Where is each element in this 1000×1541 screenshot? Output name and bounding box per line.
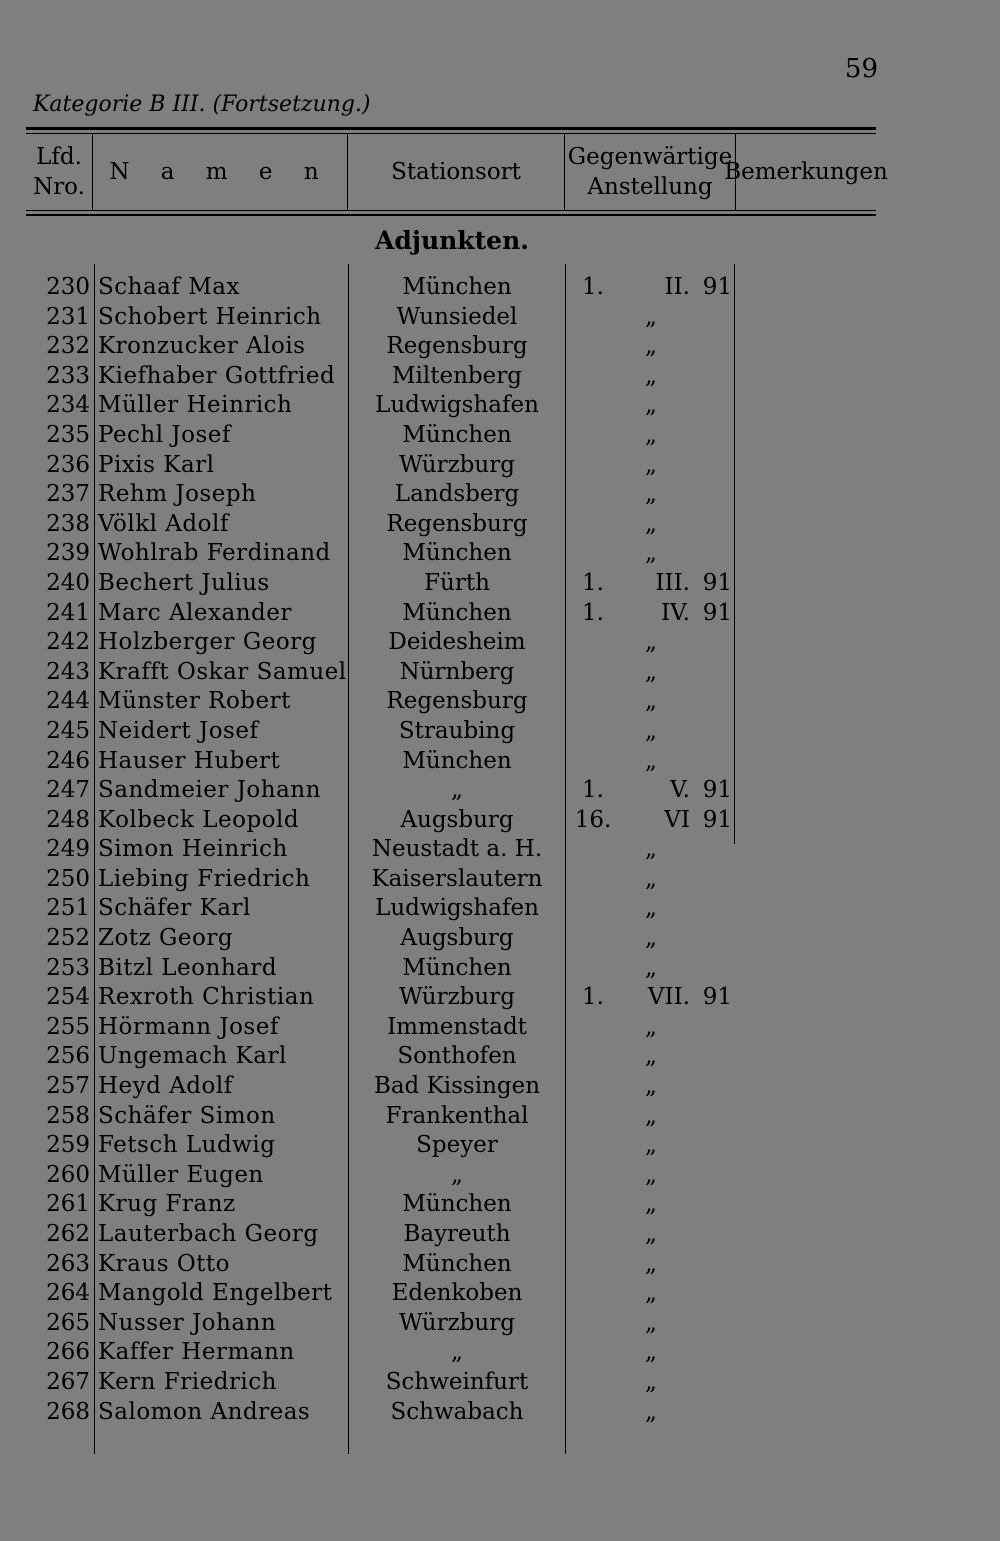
row-name: Zotz Georg [98,925,234,952]
row-number: 256 [46,1043,90,1070]
row-station: Augsburg [400,925,514,952]
row-appointment-ditto: „ [645,421,657,448]
row-name: Marc Alexander [98,599,292,626]
row-appointment-ditto: „ [645,1280,657,1307]
row-station: Nürnberg [399,658,515,685]
row-station: Bad Kissingen [373,1073,541,1100]
row-name: Pechl Josef [98,421,231,448]
row-name: Kronzucker Alois [98,333,306,360]
row-name: Münster Robert [98,688,291,715]
table-row [0,924,1000,954]
row-number: 239 [46,540,90,567]
table-row [0,687,1000,717]
table-row [0,1309,1000,1339]
row-station: Immenstadt [387,1013,527,1040]
row-number: 249 [46,836,90,863]
row-station: München [402,274,512,300]
row-name: Fetsch Ludwig [98,1132,276,1159]
row-name: Holzberger Georg [98,629,317,656]
row-station: München [402,1250,512,1277]
row-number: 247 [46,777,90,804]
row-appointment-day: 1. [582,569,604,596]
row-name: Mangold Engelbert [98,1280,333,1307]
row-appointment-day: 1. [582,777,604,804]
header-station [348,134,565,210]
row-appointment-ditto: „ [645,836,657,863]
row-station: München [402,421,512,448]
row-number: 268 [46,1398,90,1425]
row-number: 255 [46,1013,90,1040]
row-number: 257 [46,1073,90,1100]
row-number: 253 [46,954,90,981]
table-row [0,1190,1000,1220]
row-appointment-year: 91 [702,569,732,596]
row-appointment-month: V. [670,777,690,804]
row-name: Simon Heinrich [98,836,288,863]
row-number: 264 [46,1280,90,1307]
row-appointment-ditto: „ [645,1102,657,1129]
row-name: Völkl Adolf [98,510,229,537]
table-row [0,1042,1000,1072]
row-number: 263 [46,1250,90,1277]
row-station: Landsberg [394,481,520,508]
table-row [0,806,1000,836]
row-appointment-ditto: „ [645,717,657,744]
row-station: München [402,599,512,626]
row-name: Schaaf Max [98,274,240,300]
row-station: Ludwigshafen [375,895,539,922]
row-number: 261 [46,1191,90,1218]
row-appointment-ditto: „ [645,1073,657,1100]
row-appointment-ditto: „ [645,658,657,685]
row-appointment-year: 91 [702,984,732,1011]
header-rule-top [26,127,876,130]
row-appointment-ditto: „ [645,540,657,567]
row-appointment-year: 91 [702,599,732,626]
row-name: Ungemach Karl [98,1043,287,1070]
row-appointment-ditto: „ [645,1398,657,1425]
row-name: Müller Heinrich [98,392,293,419]
row-number: 260 [46,1161,90,1188]
row-station: „ [451,777,463,804]
row-name: Neidert Josef [98,717,259,744]
row-appointment-month: VI [664,806,690,833]
row-appointment-day: 16. [574,806,612,833]
row-name: Kern Friedrich [98,1368,277,1395]
row-station: Wunsiedel [396,303,518,330]
table-row [0,1220,1000,1250]
row-station: Würzburg [399,984,515,1011]
table-row [0,658,1000,688]
row-number: 251 [46,895,90,922]
row-station: München [402,954,512,981]
row-appointment-ditto: „ [645,895,657,922]
row-name: Wohlrab Ferdinand [98,540,331,567]
table-row [0,1131,1000,1161]
row-number: 258 [46,1102,90,1129]
row-number: 246 [46,747,90,774]
table-row [0,717,1000,747]
row-station: „ [451,1161,463,1188]
row-appointment-ditto: „ [645,1161,657,1188]
row-name: Kaffer Hermann [98,1339,295,1366]
row-name: Bitzl Leonhard [98,954,278,981]
table-row [0,1013,1000,1043]
row-name: Salomon Andreas [98,1398,311,1425]
row-station: München [402,747,512,774]
row-appointment-month: II. [664,274,690,300]
table-row [0,599,1000,629]
row-appointment-ditto: „ [645,629,657,656]
header-station-label: Stationsort [391,159,521,185]
row-appointment-ditto: „ [645,451,657,478]
row-appointment-year: 91 [702,274,732,300]
row-name: Bechert Julius [98,569,270,596]
row-number: 240 [46,569,90,596]
row-number: 254 [46,984,90,1011]
row-appointment-day: 1. [582,599,604,626]
row-appointment-ditto: „ [645,392,657,419]
row-appointment-ditto: „ [645,481,657,508]
row-name: Kraus Otto [98,1250,231,1277]
row-name: Rehm Joseph [98,481,257,508]
row-appointment-month: IV. [661,599,690,626]
row-name: Pixis Karl [98,451,215,478]
row-name: Hauser Hubert [98,747,281,774]
table-row [0,1072,1000,1102]
row-appointment-ditto: „ [645,1221,657,1247]
row-number: 231 [46,303,90,330]
row-appointment-month: III. [655,569,690,596]
row-number: 236 [46,451,90,478]
row-number: 266 [46,1339,90,1366]
row-number: 237 [46,481,90,508]
table-row [0,391,1000,421]
row-appointment-year: 91 [702,777,732,804]
row-appointment-ditto: „ [645,303,657,330]
row-number: 235 [46,421,90,448]
row-station: Neustadt a. H. [371,836,543,863]
row-appointment-year: 91 [702,806,732,833]
row-name: Krug Franz [98,1191,236,1218]
row-appointment-ditto: „ [645,1309,657,1336]
table-row [0,569,1000,599]
row-number: 252 [46,925,90,952]
table-row [0,865,1000,895]
table-row [0,451,1000,481]
table-row [0,894,1000,924]
row-station: Regensburg [386,510,528,537]
header-nr [26,134,93,210]
table-row [0,1338,1000,1368]
table-row [0,983,1000,1013]
row-name: Kolbeck Leopold [98,806,300,833]
row-name: Rexroth Christian [98,984,315,1011]
table-row [0,1398,1000,1428]
row-appointment-ditto: „ [645,333,657,360]
row-appointment-ditto: „ [645,747,657,774]
row-number: 232 [46,333,90,360]
row-station: Fürth [424,569,490,596]
row-appointment-ditto: „ [645,362,657,389]
row-number: 241 [46,599,90,626]
table-row [0,954,1000,984]
row-number: 250 [46,865,90,892]
table-row [0,1279,1000,1309]
row-station: Schwabach [390,1398,524,1425]
header-name [93,134,348,210]
row-appointment-ditto: „ [645,1368,657,1395]
row-appointment-ditto: „ [645,1132,657,1159]
row-appointment-ditto: „ [645,954,657,981]
row-station: Bayreuth [403,1221,511,1247]
row-appointment-ditto: „ [645,865,657,892]
table-row [0,628,1000,658]
row-number: 267 [46,1368,90,1395]
header-nr-label: Lfd. Nro. [33,144,85,200]
header-remarks-label: Bemerkungen [724,159,888,185]
row-station: Deidesheim [388,629,526,656]
row-station: Regensburg [386,333,528,360]
row-station: Kaiserslautern [371,865,543,892]
row-name: Kiefhaber Gottfried [98,362,336,389]
table-row [0,1368,1000,1398]
row-number: 238 [46,510,90,537]
row-name: Liebing Friedrich [98,865,311,892]
table-row [0,510,1000,540]
row-station: München [402,1191,512,1218]
header-name-label: N a m e n [109,159,331,185]
row-appointment-ditto: „ [645,1250,657,1277]
table-row [0,539,1000,569]
table-row [0,303,1000,333]
table-row [0,480,1000,510]
header-appointment-label: Gegenwärtige Anstellung [567,144,733,200]
table-row [0,776,1000,806]
row-number: 245 [46,717,90,744]
row-number: 243 [46,658,90,685]
row-station: Augsburg [400,806,514,833]
row-number: 248 [46,806,90,833]
row-station: Miltenberg [392,362,522,389]
header-rule-bottom-thin [26,210,876,211]
row-station: Speyer [416,1132,498,1159]
row-station: Ludwigshafen [375,392,539,419]
row-appointment-ditto: „ [645,925,657,952]
row-name: Schäfer Simon [98,1102,276,1129]
row-number: 230 [46,274,90,300]
row-station: Würzburg [399,451,515,478]
table-row [0,747,1000,777]
row-name: Lauterbach Georg [98,1221,319,1247]
row-appointment-ditto: „ [645,1013,657,1040]
table-row [0,362,1000,392]
table-row [0,332,1000,362]
row-station: „ [451,1339,463,1366]
table-row [0,835,1000,865]
page-number: 59 [844,54,878,84]
row-number: 259 [46,1132,90,1159]
row-station: Sonthofen [397,1043,517,1070]
row-number: 262 [46,1221,90,1247]
header-appointment [565,134,736,210]
row-station: München [402,540,512,567]
row-appointment-day: 1. [582,984,604,1011]
row-name: Heyd Adolf [98,1073,233,1100]
table-body [0,273,1000,1427]
row-station: Würzburg [399,1309,515,1336]
row-name: Hörmann Josef [98,1013,279,1040]
row-number: 242 [46,629,90,656]
row-number: 233 [46,362,90,389]
row-station: Frankenthal [385,1102,529,1129]
table-row [0,273,1000,303]
row-appointment-month: VII. [647,984,690,1011]
row-appointment-day: 1. [582,274,604,300]
table-row [0,1250,1000,1280]
row-name: Nusser Johann [98,1309,277,1336]
category-heading: Kategorie B III. (Fortsetzung.) [33,92,371,117]
row-appointment-ditto: „ [645,1043,657,1070]
row-appointment-ditto: „ [645,1339,657,1366]
row-station: Regensburg [386,688,528,715]
row-name: Müller Eugen [98,1161,264,1188]
row-number: 244 [46,688,90,715]
table-row [0,1161,1000,1191]
row-name: Sandmeier Johann [98,777,321,804]
table-row [0,421,1000,451]
row-station: Edenkoben [391,1280,523,1307]
row-station: Straubing [398,717,516,744]
row-appointment-ditto: „ [645,510,657,537]
row-number: 234 [46,392,90,419]
row-name: Schäfer Karl [98,895,251,922]
header-remarks [724,134,888,210]
row-appointment-ditto: „ [645,1191,657,1218]
row-station: Schweinfurt [385,1368,529,1395]
header-rule-bottom [26,214,876,216]
table-row [0,1102,1000,1132]
row-appointment-ditto: „ [645,688,657,715]
row-name: Krafft Oskar Samuel [98,658,347,685]
row-number: 265 [46,1309,90,1336]
section-title: Adjunkten. [375,226,529,255]
table-header [26,134,888,210]
row-name: Schobert Heinrich [98,303,322,330]
